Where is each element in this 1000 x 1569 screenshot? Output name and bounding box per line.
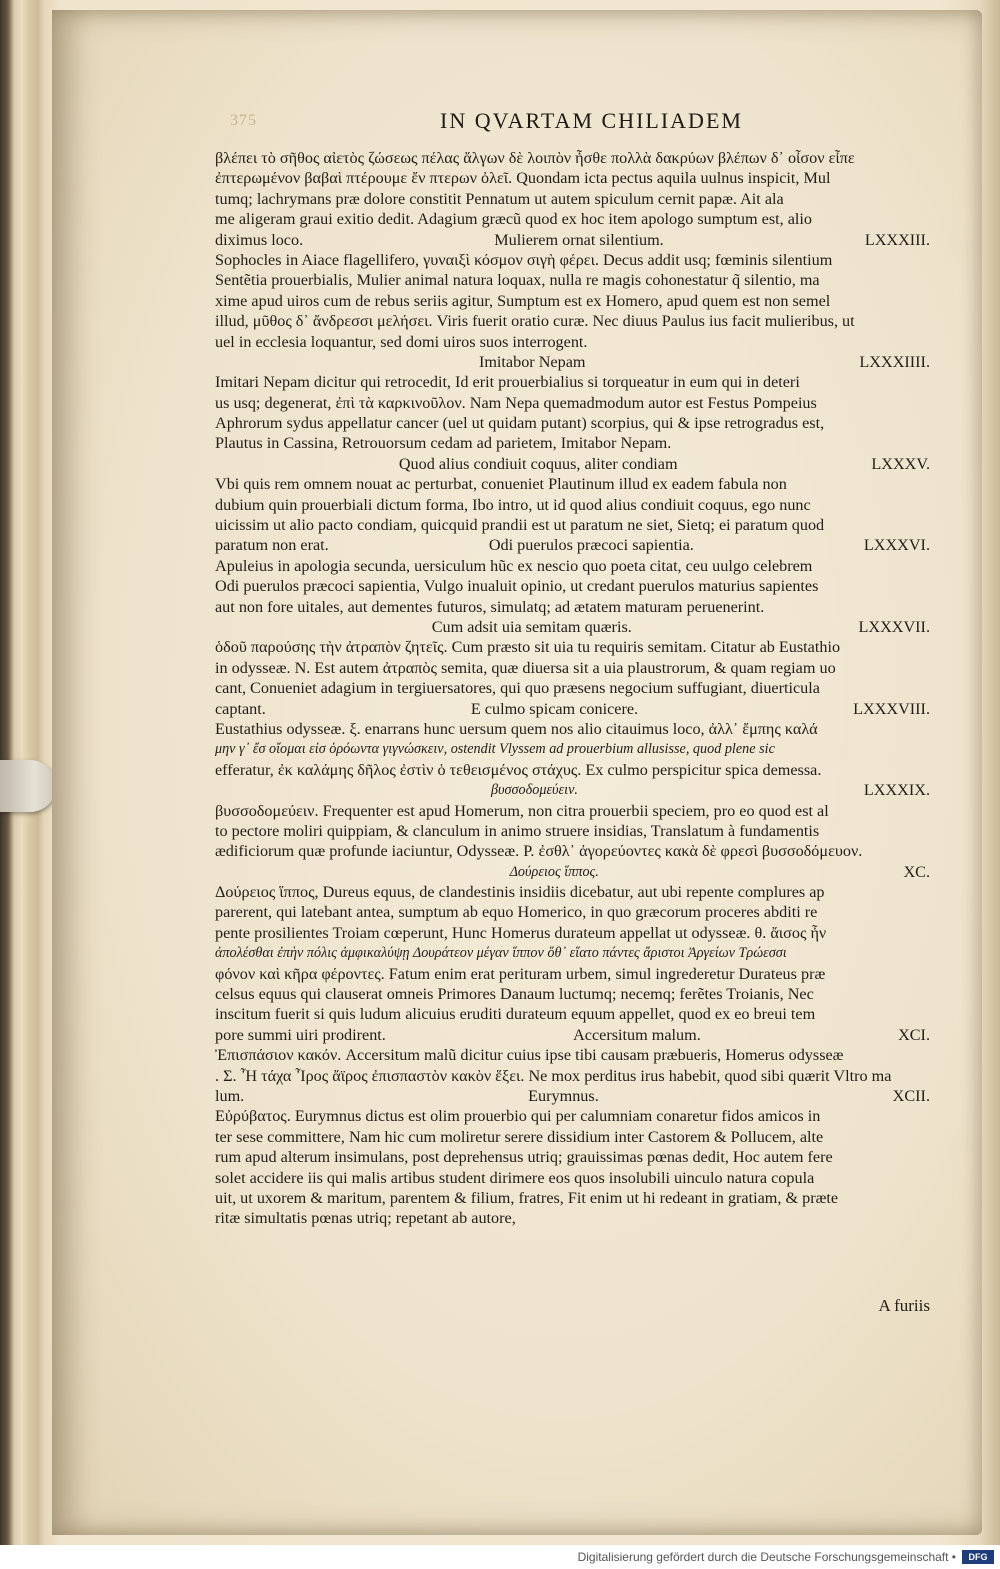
text-line: diximus loco. [215, 230, 304, 249]
text-line: Apuleius in apologia secunda, uersiculum hũc ex nescio quo poeta citat, ceu uulgo celebrem [215, 556, 813, 575]
section-title: Mulierem ornat silentium. [494, 230, 664, 249]
section-number: XCI. [898, 1025, 930, 1044]
section-heading-line [215, 1025, 930, 1045]
text-line: ter sese committere, Nam hic cum moliretur serere dissidium inter Castorem & Pollucem, alte [215, 1127, 824, 1146]
section-title: Cum adsit uia semitam quæris. [431, 617, 632, 636]
section-number: XC. [903, 862, 930, 881]
footer-bar [0, 1545, 1000, 1569]
folio-number: 375 [230, 112, 257, 129]
text-line: φόνον καὶ κῆρα φέροντες. Fatum enim erat perituram urbem, simul ingrederetur Durateus præ [215, 964, 826, 983]
section-heading-line [215, 862, 930, 882]
section-number: LXXXIIII. [859, 352, 930, 371]
text-line: captant. [215, 699, 266, 718]
text-line: βυσσοδομεύειν. Frequenter est apud Homerum, non citra prouerbii speciem, pro eo quod est al [215, 801, 829, 820]
text-line: Imitari Nepam dicitur qui retrocedit, Id erit prouerbialius si torqueatur in eum qui in deteri [215, 373, 800, 392]
text-line: to pectore moliri quippiam, & clanculum in animo struere insidias, Translatum à fundamentis [215, 821, 820, 840]
text-line: ὁδοῦ παρούσης τὴν ἀτραπὸν ζητεῖς. Cum præsto sit uia tu requiris semitam. Citatur ab Eustathio [215, 638, 841, 657]
funding-credit: Digitalisierung gefördert durch die Deutsche Forschungsgemeinschaft • [577, 1550, 956, 1564]
text-line: uicissim ut alio pacto condiam, quicquid prandii est ut paratum ne siet, Sietq; ei paratum quod [215, 516, 825, 535]
text-line: Sophocles in Aiace flagellifero, γυναιξὶ κόσμον σιγὴ φέρει. Decus addit usq; fœminis silentium [215, 250, 833, 269]
section-heading-line [215, 780, 930, 800]
text-line: . Σ. Ἦ τάχα Ἶρος ἄϊρος ἐπισπαστὸν κακὸν ἕξει. Ne mox perditus irus habebit, quod sibi quærit Vltro ma [215, 1066, 892, 1085]
text-line: Aphrorum sydus appellatur cancer (uel ut quidam putant) scorpius, qui & ipse retrogradus est, [215, 414, 825, 433]
text-line: Plautus in Cassina, Retrouorsum cedam ad parietem, Imitabor Nepam. [215, 434, 672, 453]
page-marker-tab [0, 760, 56, 812]
text-line: xime apud uiros cum de rebus seriis agitur, Sumptum est ex Homero, apud quem est non semel [215, 291, 831, 310]
page-text [215, 148, 930, 1229]
text-line: pente prosilientes Troiam cœperunt, Hunc Homerus durateum appellat ut odysseæ. θ. ἄισος ἦν [215, 923, 827, 942]
text-line: solet accidere iis qui malis artibus student dirimere eos quos insolubili uinculo natura copula [215, 1168, 815, 1187]
text-line: pore summi uiri prodirent. [215, 1025, 386, 1044]
section-title: E culmo spicam conicere. [470, 699, 639, 718]
text-line: us usq; degenerat, ἐπὶ τὰ καρκινοῦλον. Nam Nepa quemadmodum autor est Festus Pompeius [215, 393, 817, 412]
section-number: XCII. [892, 1086, 930, 1105]
section-number: LXXXIX. [863, 781, 930, 800]
section-number: LXXXVI. [863, 536, 930, 555]
section-title: Δούρειος ἵππος. [509, 863, 599, 880]
section-number: LXXXVII. [858, 617, 930, 636]
text-line: paratum non erat. [215, 536, 329, 555]
catchword: A furiis [878, 1296, 930, 1315]
section-heading-line [215, 230, 930, 250]
section-number: LXXXIII. [864, 230, 930, 249]
section-title: Quod alius condiuit coquus, aliter condiam [398, 454, 678, 473]
text-line: me aligeram graui exitio dedit. Adagium græcũ quod ex hoc item apologo sumptum est, alio [215, 210, 813, 229]
section-heading-line [215, 699, 930, 719]
section-heading-line [215, 454, 930, 474]
dfg-logo: DFG [962, 1550, 994, 1564]
running-head: IN QVARTAM CHILIADEM [440, 108, 743, 133]
text-line: uit, ut uxorem & maritum, parentem & filium, fratres, Fit enim ut hi redeant in gratiam, & præte [215, 1188, 839, 1207]
text-line: inscitum fuerit si quis ludum alicuius eruditi durateum equum appellet, quod ex eo breui tem [215, 1005, 816, 1024]
text-line: aut non fore uitales, aut dementes futuros, simulatq; ad ætatem maturam peruenerint. [215, 597, 765, 616]
section-number: LXXXVIII. [853, 699, 930, 718]
text-line: Odi puerulos præcoci sapientia, Vulgo inualuit opinio, ut credant puerulos maturius sapientes [215, 577, 819, 596]
text-line: ritæ simultatis pœnas utriq; repetant ab autore, [215, 1209, 516, 1228]
text-line: Δούρειος ἵππος, Dureus equus, de clandestinis insidiis dicebatur, aut ubi repente complures ap [215, 883, 825, 902]
text-line: efferatur, ἐκ καλάμης δῆλος ἐστὶν ὁ τεθεισμένος στάχυς. Ex culmo perspicitur spica demessa. [215, 760, 822, 779]
text-line: celsus equus qui clauserat omneis Primores Danaum luctumq; necemq; ferẽtes Troianis, Nec [215, 985, 814, 1004]
text-line: tumq; lachrymans præ dolore constitit Pennatum ut autem spiculum cernit papæ. Ait ala [215, 189, 784, 208]
text-line: cant, Conueniet adagium in tergiuersatores, qui quo præsens negocium suffugiant, diuerticula [215, 679, 820, 698]
text-line: in odysseæ. N. Est autem ἀτραπὸς semita, quæ diuersa sit a uia plaustrorum, & quam regiam uo [215, 658, 836, 677]
text-line: ἐπτερωμένον βαβαὶ πτέρουμε ἔν πτερων ὀλεῖ. Quondam icta pectus aquila uulnus inspicit, Mul [215, 169, 831, 188]
text-line: lum. [215, 1086, 245, 1105]
section-heading-line [215, 617, 930, 637]
text-line: Sentẽtia prouerbialis, Mulier animal natura loquax, nulla re magis cohonestatur q̃ silentio, ma [215, 271, 820, 290]
text-line: Εὐρύβατος. Eurymnus dictus est olim prouerbio qui per calumniam conaretur fidos amicos in [215, 1107, 821, 1126]
text-line: μην γ᾽ ἔσ οἴομαι εἰσ ὁρόωντα γιγνώσκειν, ostendit Vlyssem ad prouerbium allusisse, quod plene sic [215, 741, 775, 758]
text-line: Eustathius odysseæ. ξ. enarrans hunc uersum quem nos alio citauimus loco, ἀλλ᾽ ἔμπης καλά [215, 719, 818, 738]
text-line: ædificiorum quæ profunde iaciuntur, Odysseæ. P. ἐσθλ᾽ ἀγορεύοντες κακὰ δὲ φρεσὶ βυσσοδόμευον. [215, 842, 863, 861]
text-line: parerent, qui latebant antea, sumptum ab equo Homerico, in quo græcorum proceres abditi re [215, 903, 818, 922]
section-title: βυσσοδομεύειν. [490, 782, 578, 799]
section-title: Odi puerulos præcoci sapientia. [488, 536, 694, 555]
section-heading-line [215, 352, 930, 372]
section-title: Accersitum malum. [573, 1025, 701, 1044]
text-line: Vbi quis rem omnem nouat ac perturbat, conueniet Plautinum illud ex eadem fabula non [215, 475, 787, 494]
section-heading-line [215, 1086, 930, 1106]
section-number: LXXXV. [871, 454, 930, 473]
text-line: Ἐπισπάσιον κακόν. Accersitum malũ dicitur cuius ipse tibi causam præbueris, Homerus odysseæ [215, 1046, 844, 1065]
text-line: dubium quin prouerbiali dictum forma, Ibo intro, ut id quod alius condiuit coquus, ego nunc [215, 495, 811, 514]
text-line: rum apud alterum insimulans, post deprehensus utriq; grauissimas pœnas dedit, Hoc autem fere [215, 1148, 833, 1167]
text-line: illud, μῦθος δ᾽ ἄνδρεσσι μελήσει. Viris fuerit oratio curæ. Nec diuus Paulus ius facit mulieribus, ut [215, 312, 855, 331]
text-line: ἀπολέσθαι ἐπὴν πόλις ἀμφικαλύψῃ Δουράτεον μέγαν ἵππον ὅθ᾽ εἵατο πάντες ἄριστοι Ἀργείων Τρώεσσι [215, 945, 787, 962]
text-line: βλέπει τὸ σῆθος αἰετὸς ζώσεως πέλας ἄλγων δὲ λοιπὸν ἦσθε πολλὰ δακρύων βλέπων δ᾽ οἶσον εἶπε [215, 149, 855, 167]
section-title: Eurymnus. [528, 1086, 599, 1105]
text-line: uel in ecclesia loquantur, sed domi uiros suos interrogent. [215, 332, 588, 351]
section-heading-line [215, 535, 930, 555]
section-title: Imitabor Nepam [478, 352, 586, 371]
